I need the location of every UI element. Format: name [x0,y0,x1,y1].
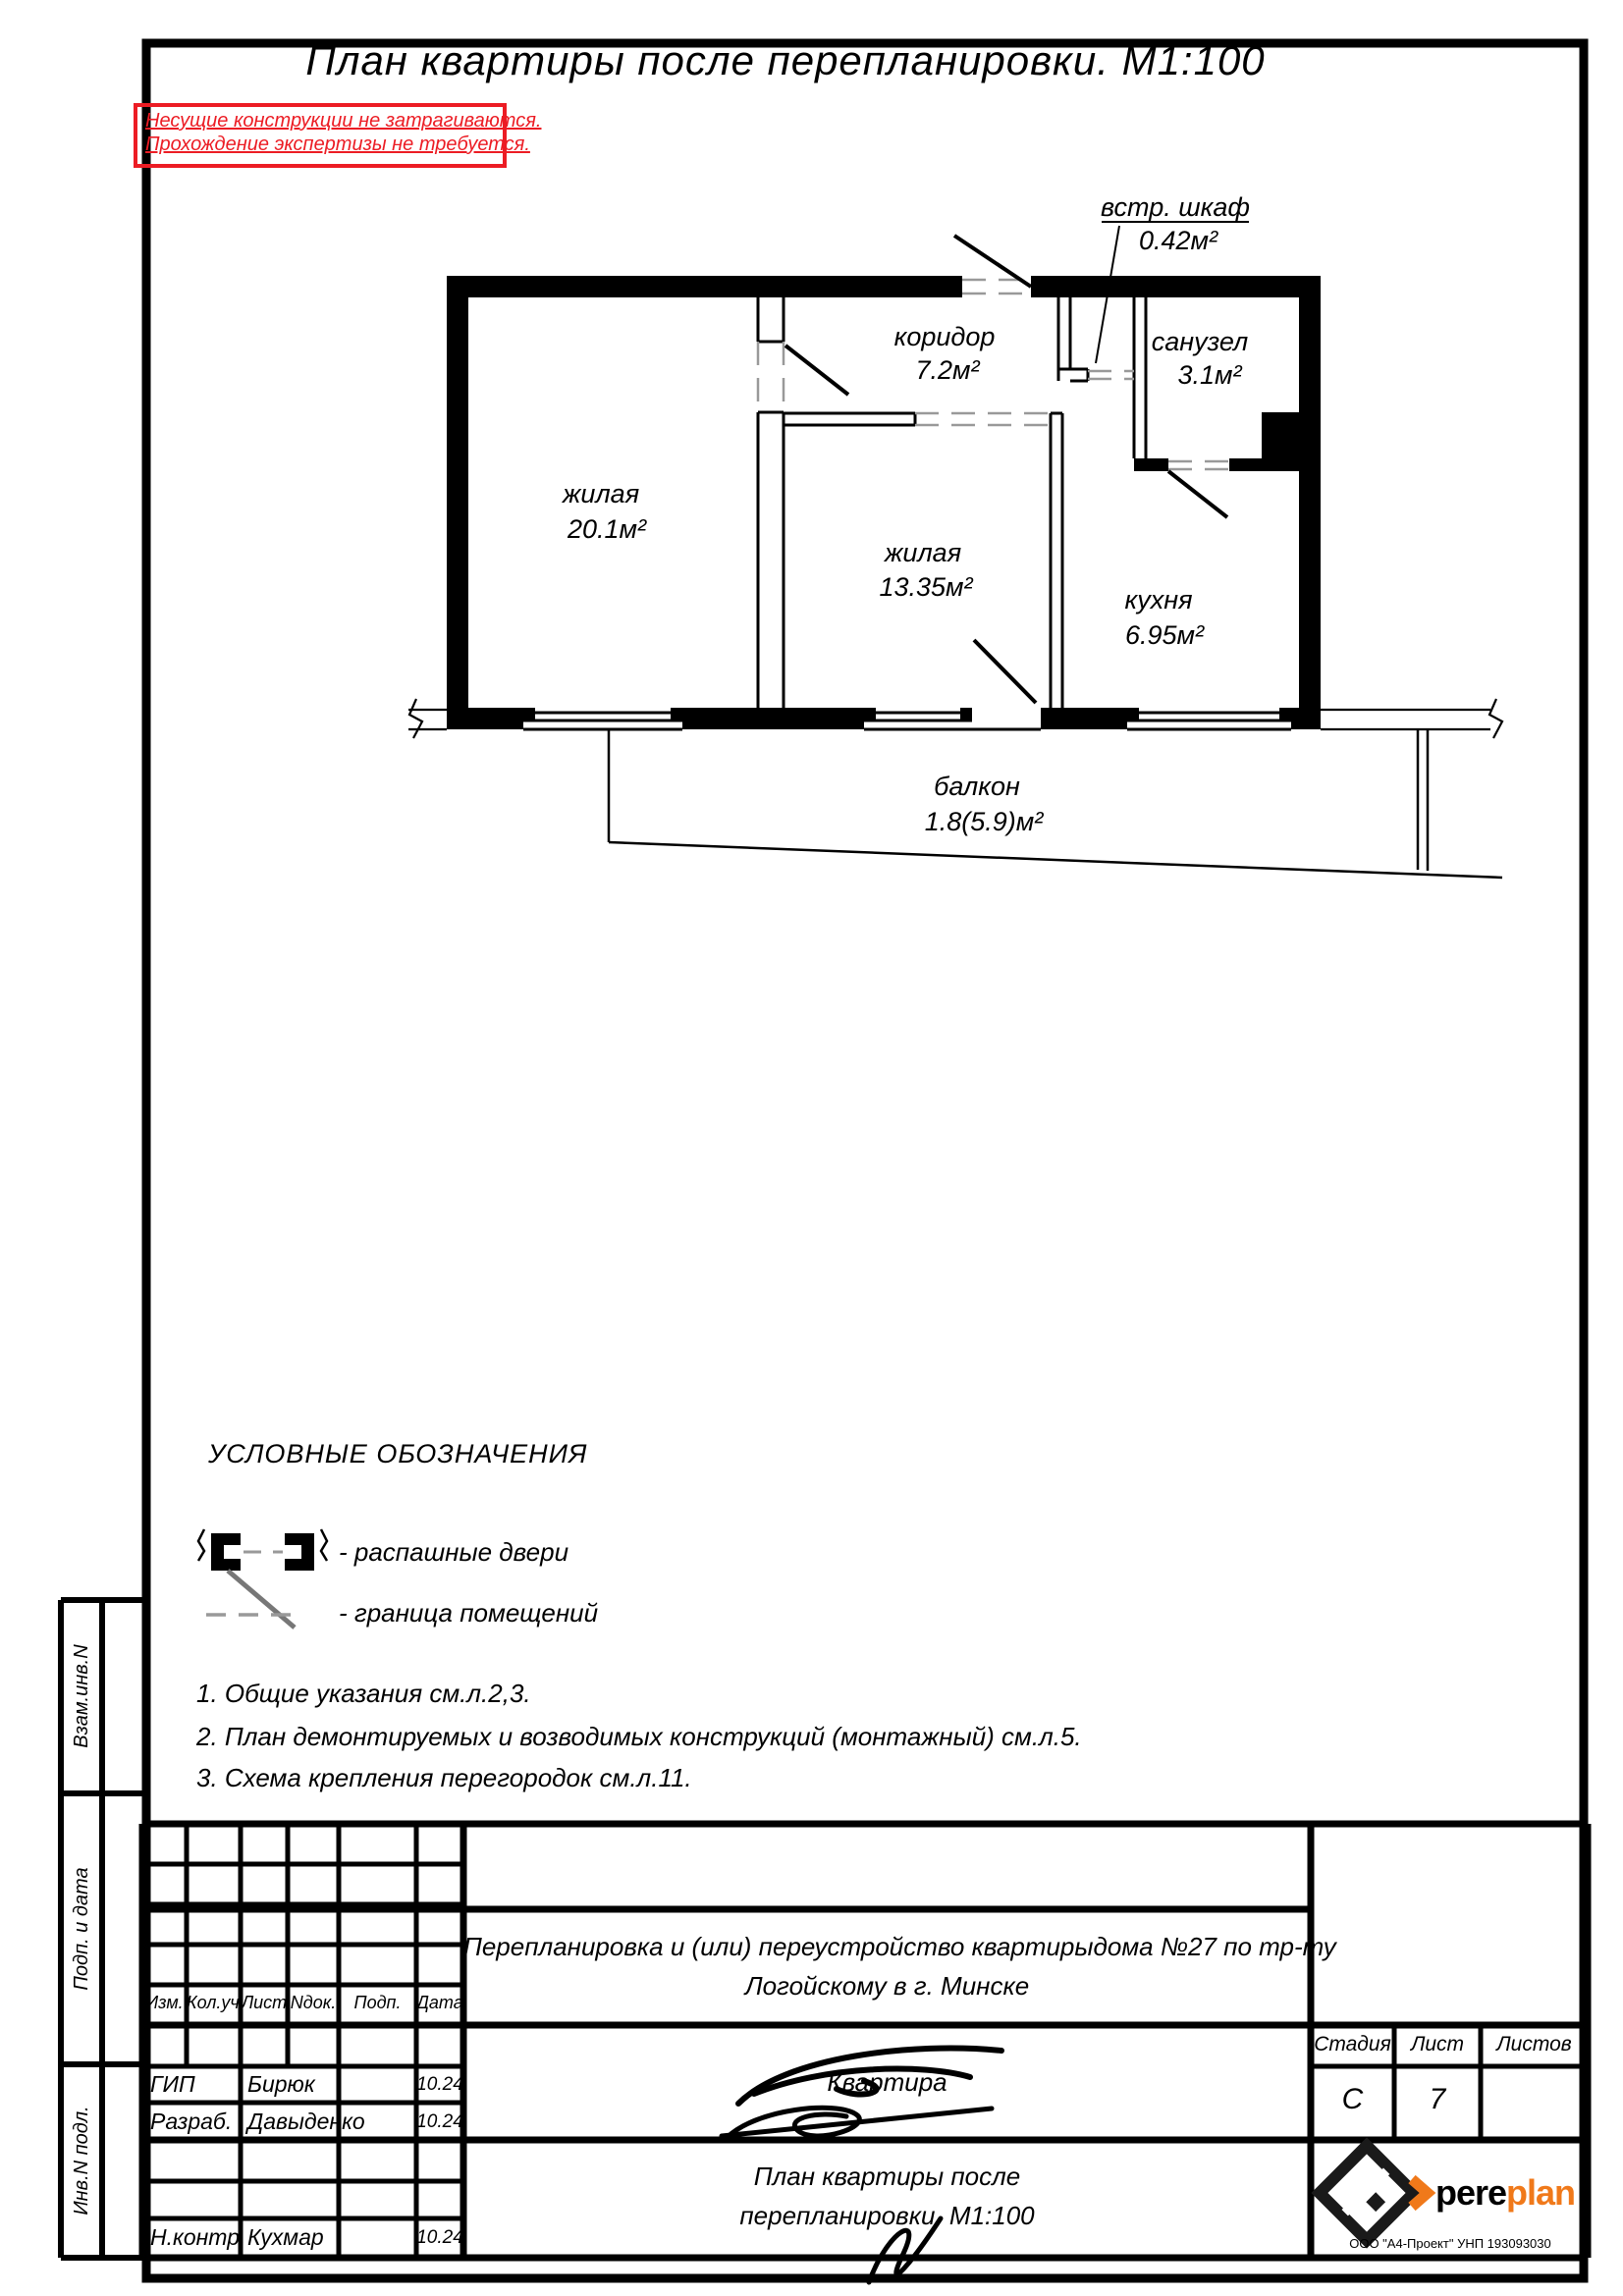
notice-line-1: Несущие конструкции не затрагиваются. [145,110,542,132]
tb-stage-label: Стадия [1314,2033,1391,2056]
room-area: 6.95м² [1124,620,1205,650]
room-area: 0.42м² [1138,226,1218,255]
room-label: встр. шкаф [1101,192,1250,222]
legend-item-doors-label: - распашные двери [339,1537,569,1567]
swing-doors-symbol [198,1529,327,1628]
room-label: санузел [1151,327,1249,356]
tb-stage-value: С [1341,2083,1364,2115]
balcony-door-leaf [974,640,1036,703]
room-area: 13.35м² [879,572,973,602]
room-area: 3.1м² [1177,360,1242,390]
tb-name-nkontr: Кухмар [247,2224,324,2250]
tb-object-line1: Перепланировка и (или) переустройство квартирыдома №27 по тр-ту [463,1932,1336,1961]
notice-line-2: Прохождение экспертизы не требуется. [145,133,530,155]
tb-name-gip: Бирюк [247,2071,315,2097]
windows [523,708,1291,729]
tb-sheet-value: 7 [1429,2083,1446,2115]
legend-item-boundary-label: - граница помещений [339,1598,599,1628]
tb-date-razrab: 10.24 [416,2111,463,2132]
company-info: ООО "А4-Проект" УНП 193093030 [1349,2236,1551,2251]
tb-sheet-label: Лист [1410,2033,1465,2056]
note-3: 3. Схема крепления перегородок см.л.11. [196,1763,692,1792]
pereplan-logo-icon [1320,2146,1428,2240]
tb-col-list: Лист [241,1993,288,2012]
tb-col-izm: Изм. [145,1993,184,2012]
room-label: кухня [1124,585,1193,614]
room-label: жилая [884,538,962,567]
tb-date-gip: 10.24 [416,2074,463,2095]
wall-break-marks [408,699,1502,738]
room-label: коридор [893,322,996,351]
page-title: План квартиры после перепланировки. М1:100 [305,37,1266,83]
tb-object-line2: Логойскому в г. Минске [744,1971,1030,2001]
tb-role-nkontr: Н.контр. [150,2224,246,2250]
room-label: балкон [934,772,1020,801]
tb-drawing-name-line2: перепланировки. М1:100 [739,2201,1035,2230]
room-boundary-dashes [758,280,1229,469]
room-area: 1.8(5.9)м² [924,807,1044,836]
tb-doc-type: Квартира [827,2067,947,2097]
tb-col-data: Дата [416,1993,463,2012]
tb-col-podp: Подп. [353,1993,402,2012]
sanuzel-door-leaf [1168,471,1227,517]
room-label: жилая [562,479,640,508]
tb-drawing-name-line1: План квартиры после [753,2162,1021,2191]
notice-box [134,103,542,168]
legend-heading: УСЛОВНЫЕ ОБОЗНАЧЕНИЯ [208,1439,588,1468]
pereplan-wordmark [1435,2172,1575,2214]
room1-door-leaf [785,346,848,395]
tb-role-razrab: Разраб. [150,2109,233,2134]
tb-date-nkontr: 10.24 [416,2227,463,2248]
tb-role-gip: ГИП [150,2071,195,2097]
note-2: 2. План демонтируемых и возводимых конструкций (монтажный) см.л.5. [196,1722,1082,1751]
margin-label-inv: Инв.N подл. [71,2106,92,2216]
note-1: 1. Общие указания см.л.2,3. [196,1679,531,1708]
room-area: 7.2м² [915,355,980,385]
floor-plan [408,192,1502,878]
brand-orange: plan [1506,2172,1576,2213]
signature-razrab [722,2108,992,2138]
room-area: 20.1м² [567,514,647,544]
brand-black: pere [1435,2172,1507,2213]
tb-col-ndok: Nдок. [290,1993,337,2012]
tb-col-koluch: Кол.уч. [187,1993,244,2012]
tb-name-razrab: Давыденко [247,2109,365,2134]
tb-sheets-label: Листов [1496,2033,1572,2056]
margin-label-vzam: Взам.инв.N [71,1644,92,1748]
margin-label-podp: Подп. и дата [71,1867,92,1991]
balcony-outline [609,729,1502,878]
